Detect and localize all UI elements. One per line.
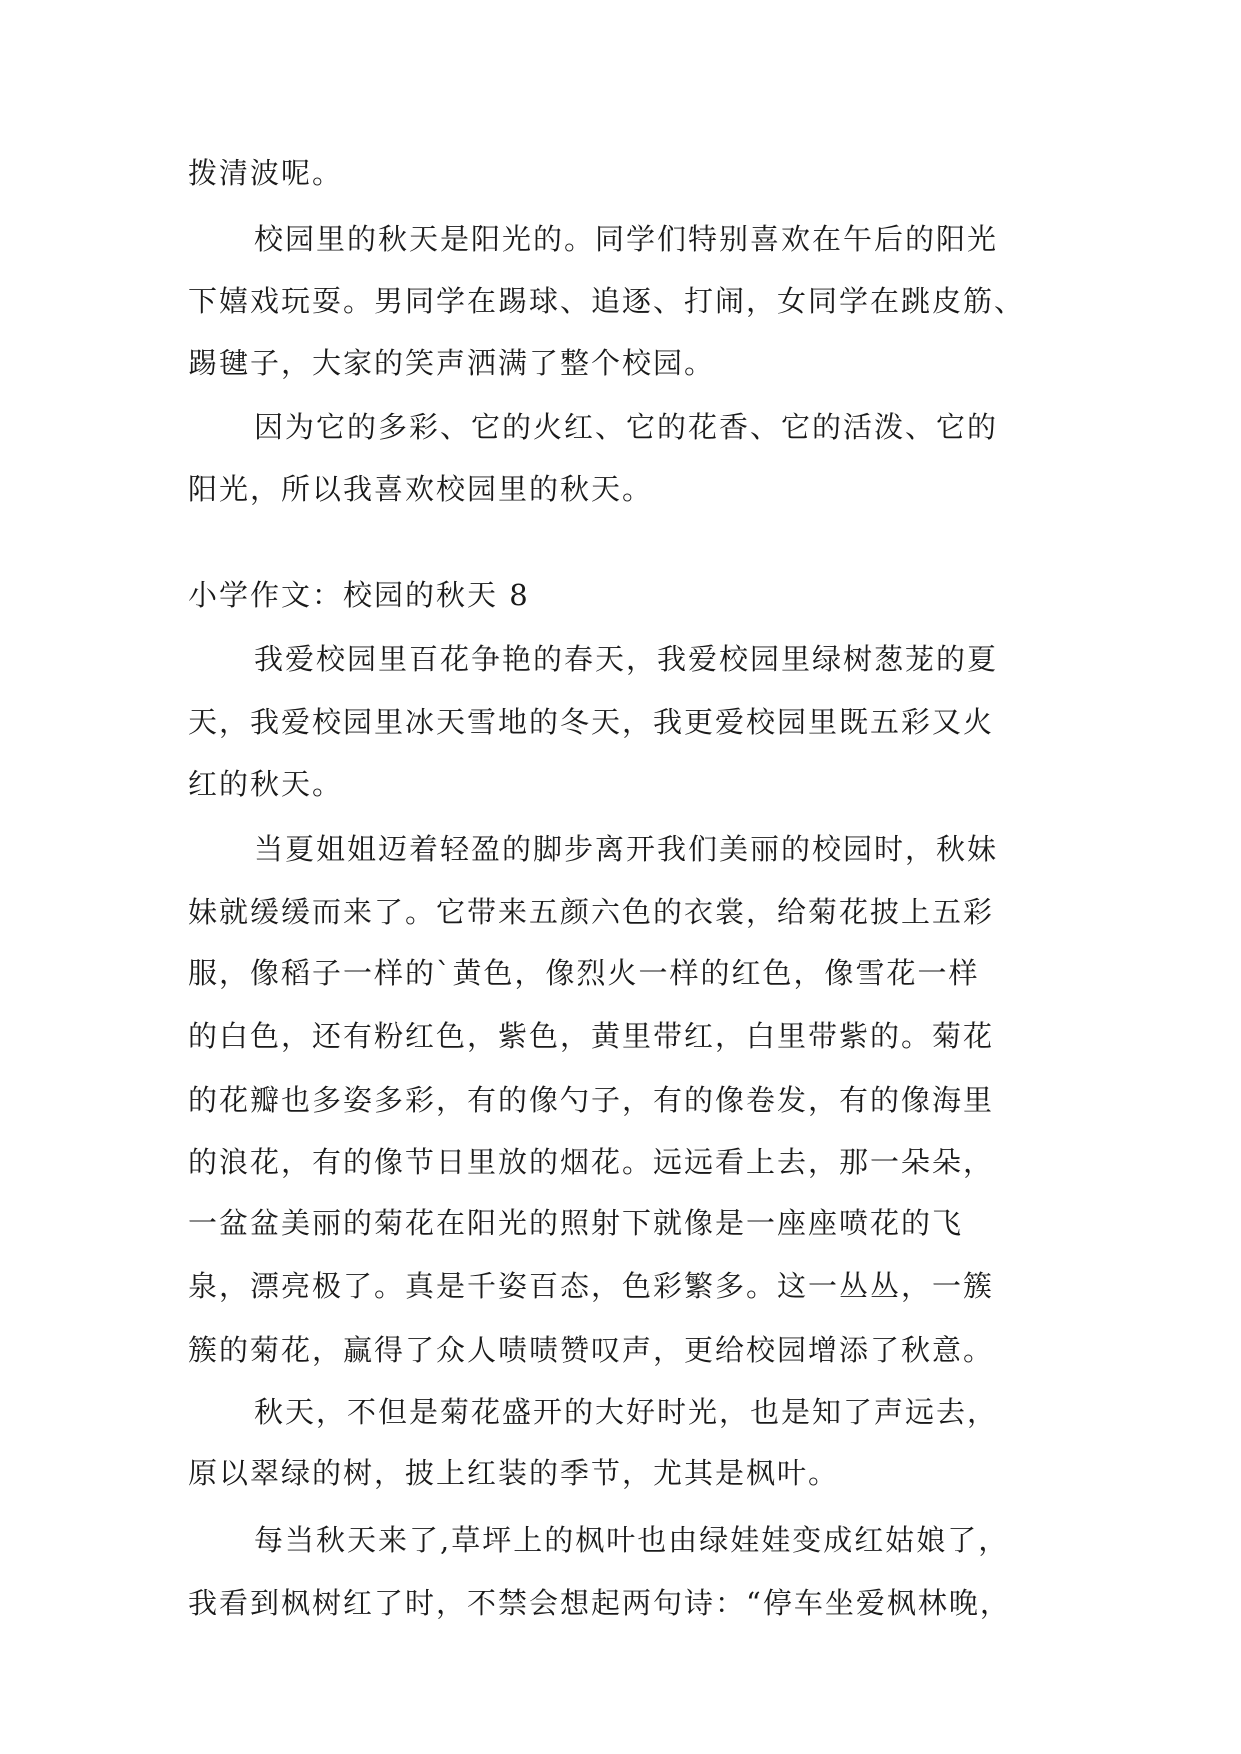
paragraph-first-line: 每当秋天来了,草坪上的枫叶也由绿娃娃变成红姑娘了，	[254, 1523, 1010, 1557]
text-line: 原以翠绿的树，披上红装的季节，尤其是枫叶。	[188, 1456, 840, 1490]
text-line: 妹就缓缓而来了。它带来五颜六色的衣裳，给菊花披上五彩	[188, 895, 995, 929]
section-title: 小学作文：校园的秋天 8	[188, 578, 530, 612]
text-line: 天，我爱校园里冰天雪地的冬天，我更爱校园里既五彩又火	[188, 705, 995, 739]
text-line: 服，像稻子一样的`黄色，像烈火一样的红色，像雪花一样	[188, 956, 980, 990]
text-line: 簇的菊花，赢得了众人啧啧赞叹声，更给校园增添了秋意。	[188, 1333, 995, 1367]
text-line: 踢毽子，大家的笑声洒满了整个校园。	[188, 346, 716, 380]
paragraph-first-line: 校园里的秋天是阳光的。同学们特别喜欢在午后的阳光	[254, 222, 999, 256]
text-line: 的白色，还有粉红色，紫色，黄里带红，白里带紫的。菊花	[188, 1019, 995, 1053]
text-line: 泉，漂亮极了。真是千姿百态，色彩繁多。这一丛丛，一簇	[188, 1269, 995, 1303]
paragraph-first-line: 因为它的多彩、它的火红、它的花香、它的活泼、它的	[254, 410, 999, 444]
paragraph-first-line: 当夏姐姐迈着轻盈的脚步离开我们美丽的校园时，秋妹	[254, 832, 999, 866]
paragraph-first-line: 我爱校园里百花争艳的春天，我爱校园里绿树葱茏的夏	[254, 642, 999, 676]
text-line: 的浪花，有的像节日里放的烟花。远远看上去，那一朵朵，	[188, 1145, 995, 1179]
text-line: 我看到枫树红了时，不禁会想起两句诗：“停车坐爱枫林晚，	[188, 1586, 1011, 1620]
text-line: 拨清波呢。	[188, 156, 344, 190]
text-line: 下嬉戏玩耍。男同学在踢球、追逐、打闹，女同学在跳皮筋、	[188, 284, 1026, 318]
text-line: 阳光，所以我喜欢校园里的秋天。	[188, 472, 654, 506]
text-line: 的花瓣也多姿多彩，有的像勺子，有的像卷发，有的像海里	[188, 1083, 995, 1117]
text-line: 一盆盆美丽的菊花在阳光的照射下就像是一座座喷花的飞	[188, 1206, 964, 1240]
paragraph-first-line: 秋天，不但是菊花盛开的大好时光，也是知了声远去，	[254, 1395, 999, 1429]
text-line: 红的秋天。	[188, 767, 344, 801]
